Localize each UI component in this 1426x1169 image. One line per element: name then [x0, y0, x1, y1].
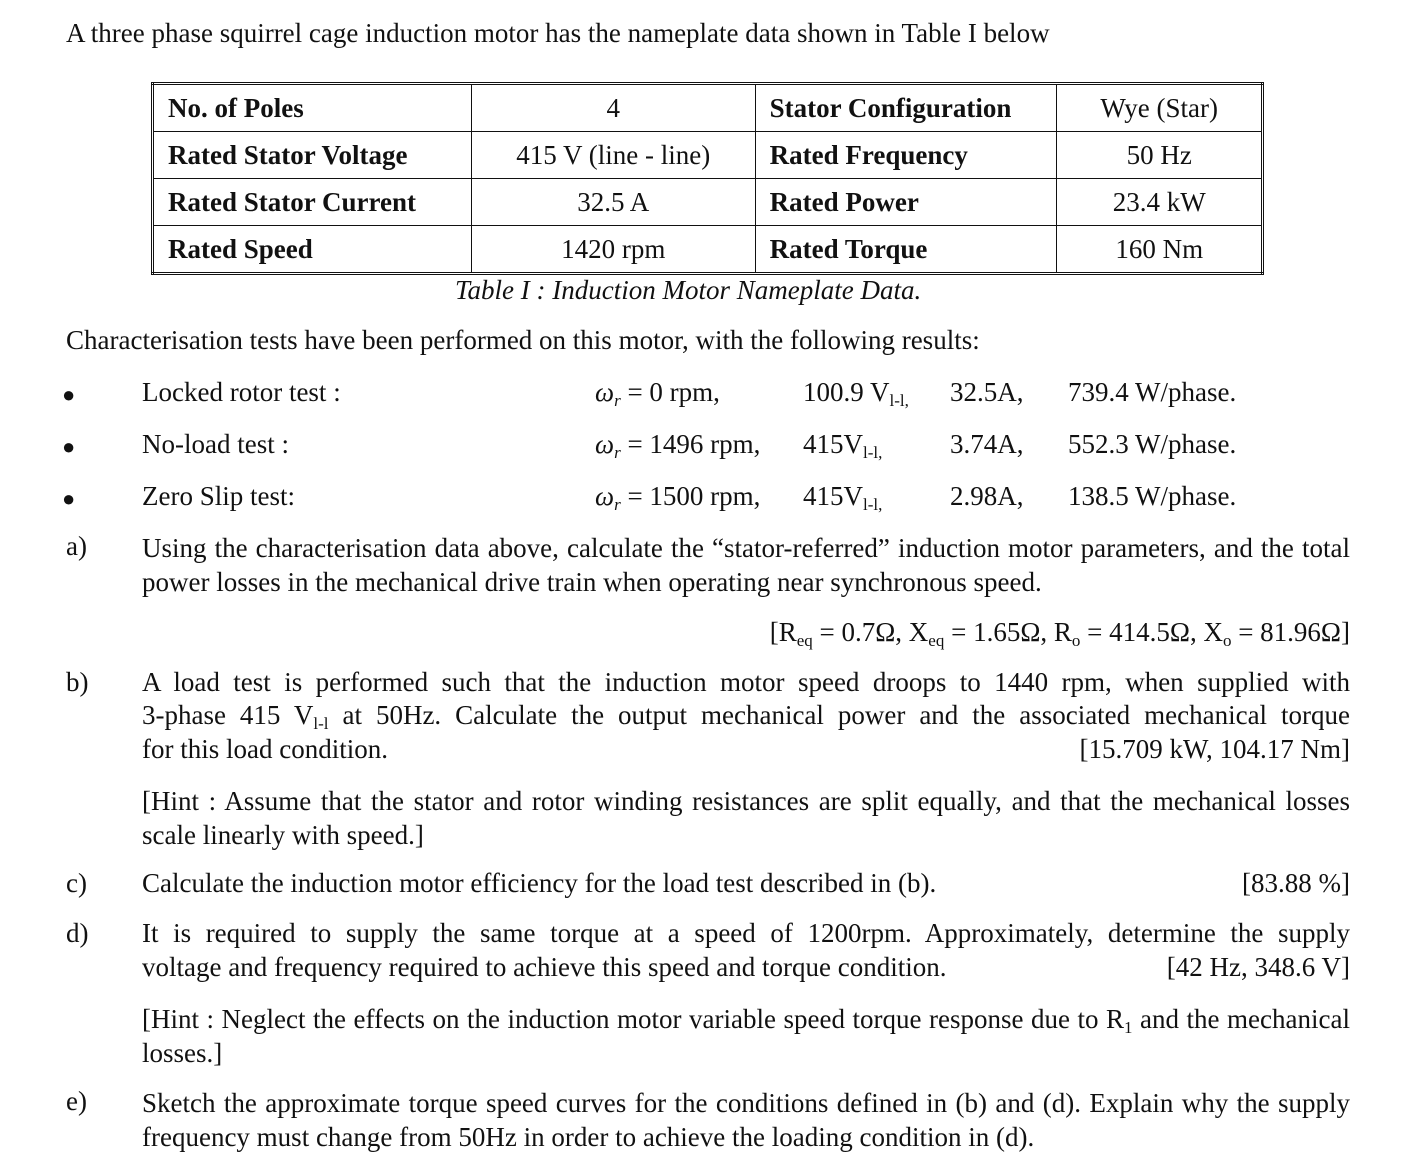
test-current: 3.74A,: [950, 429, 1024, 459]
table-row: [153, 226, 1263, 274]
bullet-icon: ●: [62, 382, 76, 407]
nameplate-table: [151, 82, 1264, 275]
test-voltage: $415V_{l-l,}$: [803, 429, 883, 462]
table-value: 32.5 A: [471, 179, 755, 226]
table-label: Rated Stator Current: [153, 179, 472, 226]
tests-intro: Characterisation tests have been performed on this motor, with the following results:: [66, 325, 980, 355]
question-a-label: a): [66, 531, 87, 561]
table-label: Rated Speed: [153, 226, 472, 274]
test-name: Locked rotor test :: [142, 377, 341, 407]
test-current: 32.5A,: [950, 377, 1024, 407]
bullet-icon: ●: [62, 486, 76, 511]
question-e-text: Sketch the approximate torque speed curves for the conditions defined in (b) and (d). Explain why the supply frequency must change from 50Hz in order to achieve the loading condition in (d).: [142, 1088, 1350, 1152]
question-b-hint: [Hint : Assume that the stator and rotor winding resistances are split equally, and that the mechanical losses scale linearly with speed.]: [142, 786, 1350, 850]
question-a-answer: [$R_{eq} = 0.7\Omega$, $X_{eq} = 1.65\Omega$, $R_o = 414.5\Omega$, $X_o = 81.96\Omega$]: [769, 617, 1350, 650]
table-row: [153, 179, 1263, 226]
question-d-answer: [42 Hz, 348.6 V]: [1166, 952, 1350, 982]
table-caption: Table I : Induction Motor Nameplate Data.: [455, 275, 922, 305]
question-b-line2: 3-phase 415 $V_{l-l}$ at 50Hz. Calculate the output mechanical power and the associated mechanical torque: [142, 700, 1351, 733]
test-power: 552.3 W/phase.: [1068, 429, 1237, 459]
intro-text: A three phase squirrel cage induction motor has the nameplate data shown in Table I below: [66, 18, 1050, 48]
table-row: [153, 132, 1263, 179]
question-a-text: Using the characterisation data above, calculate the “stator-referred” induction motor parameters, and the total power losses in the mechanical drive train when operating near synchronous speed.: [142, 533, 1350, 597]
table-value: 1420 rpm: [471, 226, 755, 274]
test-power: 739.4 W/phase.: [1068, 377, 1237, 407]
question-c-answer: [83.88 %]: [1242, 868, 1350, 898]
table-label: Rated Frequency: [755, 132, 1057, 179]
test-voltage: $415V_{l-l,}$: [803, 481, 883, 514]
table-row: [153, 84, 1263, 132]
question-d-label: d): [66, 918, 89, 948]
table-value: Wye (Star): [1057, 84, 1263, 132]
question-d-line1: It is required to supply the same torque at a speed of 1200rpm. Approximately, determine the supply: [142, 918, 1350, 948]
test-speed: $\omega_r = 1500$ rpm,: [595, 481, 761, 514]
table-value: 50 Hz: [1057, 132, 1263, 179]
table-label: Rated Torque: [755, 226, 1057, 274]
table-value: 415 V (line - line): [471, 132, 755, 179]
table-value: 160 Nm: [1057, 226, 1263, 274]
question-b-line3: for this load condition.: [142, 734, 388, 764]
test-name: Zero Slip test:: [142, 481, 295, 511]
question-e-label: e): [66, 1086, 87, 1116]
question-b-label: b): [66, 667, 89, 697]
table-label: Stator Configuration: [755, 84, 1057, 132]
question-c-text: Calculate the induction motor efficiency for the load test described in (b).: [142, 868, 937, 898]
test-speed: $\omega_r = 1496$ rpm,: [595, 429, 761, 462]
question-b-answer: [15.709 kW, 104.17 Nm]: [1079, 734, 1350, 764]
question-d-hint-line1: [Hint : Neglect the effects on the induction motor variable speed torque response due to $R_1$ and the mechanical losses.]: [142, 1004, 1350, 1068]
test-name: No-load test :: [142, 429, 289, 459]
test-voltage: 100.9 $V_{l-l,}$: [803, 377, 909, 410]
question-d-line2: voltage and frequency required to achieve this speed and torque condition.: [142, 952, 947, 982]
bullet-icon: ●: [62, 434, 76, 459]
test-current: 2.98A,: [950, 481, 1024, 511]
test-speed: $\omega_r = 0$ rpm,: [595, 377, 720, 410]
table-label: Rated Power: [755, 179, 1057, 226]
table-value: 4: [471, 84, 755, 132]
table-label: No. of Poles: [153, 84, 472, 132]
test-power: 138.5 W/phase.: [1068, 481, 1237, 511]
question-c-label: c): [66, 868, 87, 898]
question-b-line1: A load test is performed such that the induction motor speed droops to 1440 rpm, when supplied with: [142, 667, 1350, 697]
table-label: Rated Stator Voltage: [153, 132, 472, 179]
table-value: 23.4 kW: [1057, 179, 1263, 226]
